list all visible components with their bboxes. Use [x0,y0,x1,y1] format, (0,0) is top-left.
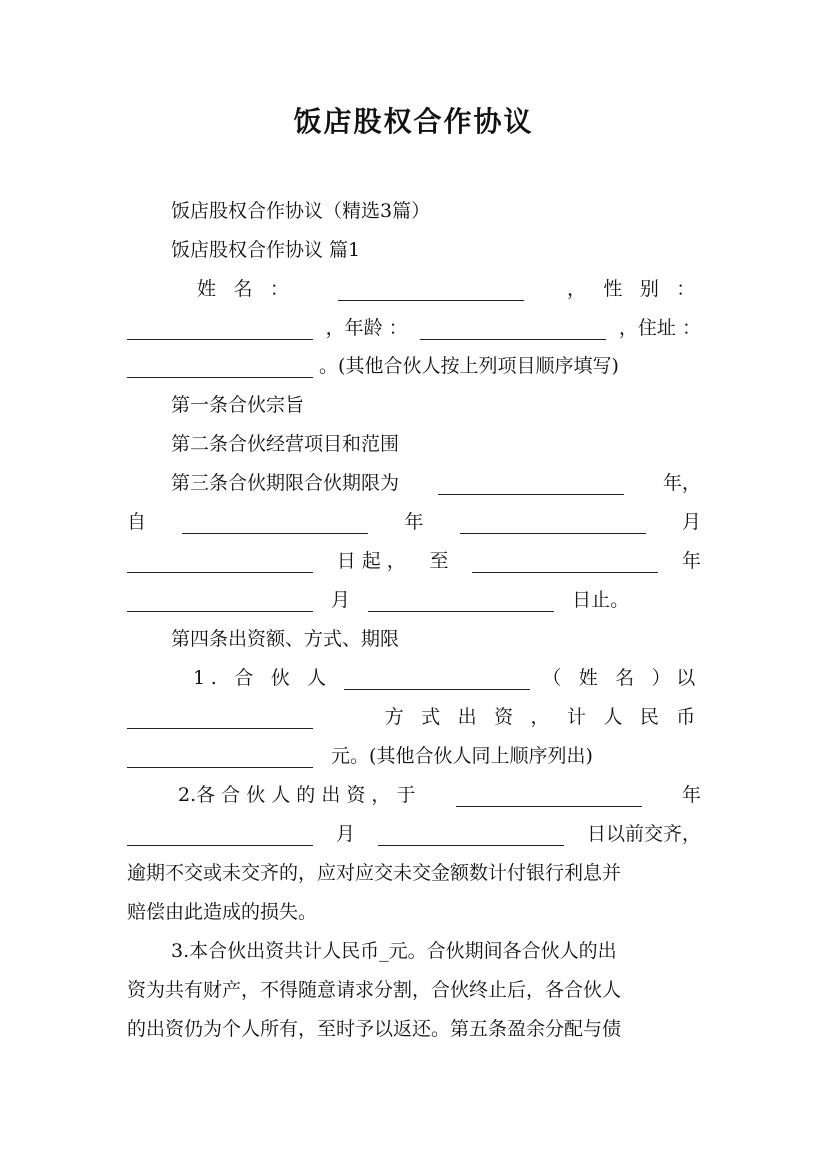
year-label: 年 [404,511,424,533]
contrib-2-line-3: 逾期不交或未交齐的，应对应交未交金额数计付银行利息并 [127,862,622,884]
to-label: 至 [429,550,449,572]
chapter-heading: 饭店股权合作协议 篇1 [171,239,361,261]
due-month-blank [127,825,313,846]
year-comma: 年， [662,472,701,494]
contrib-1-name: （ 姓 名 ）以 [542,667,701,689]
contrib-2-line-1 [178,783,701,807]
due-year-label: 年 [681,784,701,806]
start-day-blank [127,552,313,573]
contrib-2-line-4: 赔偿由此造成的损失。 [127,901,318,923]
gender-blank [127,319,313,340]
article-3-line-4 [127,588,629,612]
end-year-blank [472,552,658,573]
contrib-2-line-2 [127,822,701,846]
contrib-2-lead: 2.各 合 伙 人 的 出 资 ， 于 [178,784,416,806]
from-label: 自 [127,511,147,533]
party-line-3 [127,354,619,378]
term-blank [438,474,624,495]
due-month-label: 月 [335,823,355,845]
due-year-blank [456,786,642,807]
article-3-line-1 [171,471,701,495]
name-blank [338,280,524,301]
party-line-1 [197,277,701,301]
party-note: 。(其他合伙人按上列项目顺序填写) [319,355,619,377]
document-title: 饭店股权合作协议 [293,105,534,138]
contrib-1-method: 方 式 出 资 ， 计 人 民 币 [384,706,701,728]
party-line-2 [127,316,701,340]
subtitle: 饭店股权合作协议（精选3篇） [171,200,431,222]
name-label: 姓 名 ： [197,278,295,300]
contrib-1-line-2 [127,705,701,729]
method-blank [127,708,313,729]
contrib-1-lead: 1. 合 伙 人 [193,667,332,689]
start-month-blank [460,513,646,534]
end-year-label: 年 [681,550,701,572]
article-3-line-2 [127,510,701,534]
contrib-3-line-1: 3.本合伙出资共计人民币_元。合伙期间各合伙人的出 [171,940,617,962]
contrib-3-line-3: 的出资仍为个人所有，至时予以返还。第五条盈余分配与债 [127,1018,622,1040]
address-blank [127,357,313,378]
gender-label: ， 性 别 ： [566,278,701,300]
article-4: 第四条出资额、方式、期限 [171,628,400,650]
start-year-blank [182,513,368,534]
due-day-blank [378,825,564,846]
age-label: ，年龄 ： [325,317,408,339]
article-3-line-3 [127,549,701,573]
contrib-3-line-2: 资为共有财产，不得随意请求分割，合伙终止后，各合伙人 [127,979,622,1001]
address-label: ，住址 ： [618,317,701,339]
day-end-label: 日止。 [572,589,630,611]
article-2: 第二条合伙经营项目和范围 [171,433,400,455]
month-label: 月 [681,511,701,533]
end-month-label: 月 [331,589,351,611]
day-from-label: 日 起 ， [336,550,406,572]
contrib-1-yuan: 元。(其他合伙人同上顺序列出) [331,745,593,767]
end-day-blank [368,591,554,612]
age-blank [420,319,606,340]
partner-blank [344,669,530,690]
article-3-lead: 第三条合伙期限合伙期限为 [171,472,400,494]
article-1: 第一条合伙宗旨 [171,394,305,416]
contrib-1-line-1 [193,666,701,690]
contrib-2-before: 日以前交齐， [586,823,701,845]
end-month-blank [127,591,313,612]
amount-blank [127,747,313,768]
contrib-1-line-3 [127,744,593,768]
